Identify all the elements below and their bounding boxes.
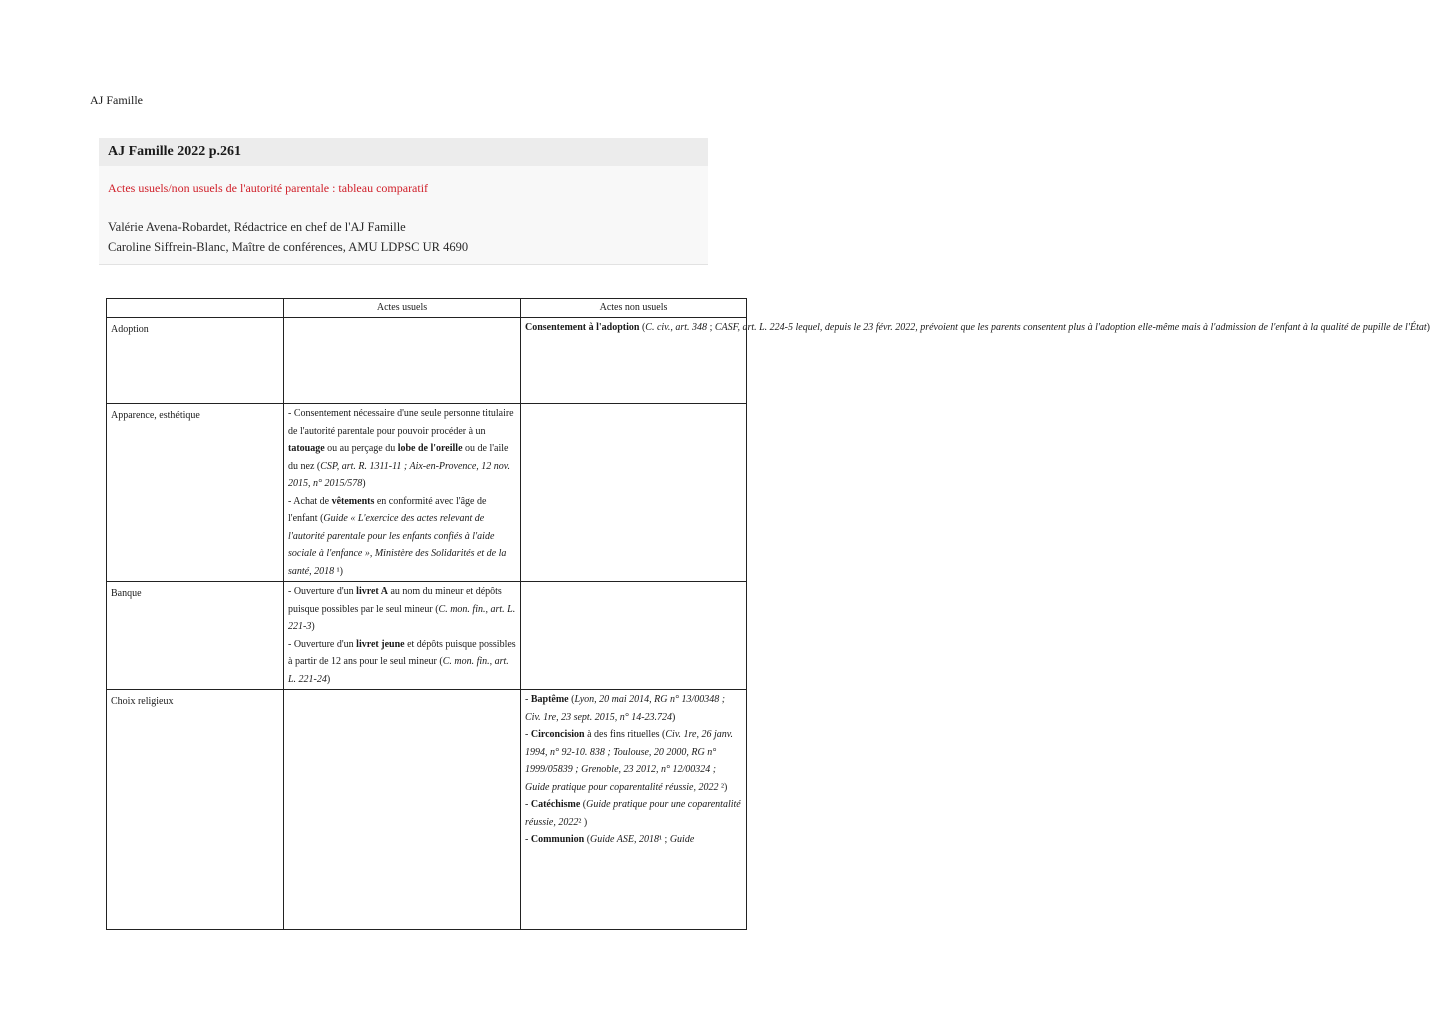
cell-paragraph bbox=[525, 796, 742, 831]
header-cell-category bbox=[107, 299, 284, 318]
cell-paragraph bbox=[525, 726, 742, 796]
cell-text: et dépôts puisque possibles à partir de 12 ans pour le seul mineur ( bbox=[288, 638, 516, 667]
cell-text: ) bbox=[672, 711, 676, 723]
author-line: Valérie Avena-Robardet, Rédactrice en chef de l'AJ Famille bbox=[108, 220, 406, 234]
citation-text: Guide pratique pour une coparentalité réussie, 2022 bbox=[525, 799, 741, 828]
cell-paragraph bbox=[288, 636, 516, 689]
cell-text: ( bbox=[584, 834, 591, 845]
row-category: Choix religieux bbox=[107, 690, 284, 930]
table-row bbox=[107, 318, 747, 404]
cell-text: ² ) bbox=[578, 816, 588, 828]
header-cell-actes-non-usuels: Actes non usuels bbox=[521, 299, 747, 318]
cell-text: ( bbox=[639, 322, 646, 333]
cell-text: ou au perçage du bbox=[324, 443, 398, 454]
row-category: Apparence, esthétique bbox=[107, 404, 284, 582]
cell-text: ¹) bbox=[334, 565, 343, 577]
article-reference: AJ Famille 2022 p.261 bbox=[99, 138, 708, 166]
cell-actes-usuels bbox=[284, 582, 521, 690]
citation-text: CSP, art. R. 1311-11 ; Aix-en-Provence, 12 nov. 2015, n° 2015/578 bbox=[288, 460, 510, 489]
cell-text: - Consentement nécessaire d'une seule personne titulaire de l'autorité parentale pour pouvoir procéder à un bbox=[288, 408, 514, 437]
keyword-text: livret jeune bbox=[356, 638, 405, 650]
citation-text: Guide bbox=[669, 834, 695, 845]
cell-actes-usuels bbox=[284, 404, 521, 582]
cell-text: - Ouverture d'un bbox=[288, 638, 357, 650]
cell-text: ( bbox=[568, 694, 575, 705]
citation-text: C. mon. fin., art. L. 221-24 bbox=[288, 656, 509, 685]
cell-text: au nom du mineur et dépôts puisque possibles par le seul mineur ( bbox=[288, 586, 502, 615]
cell-actes-non-usuels bbox=[521, 582, 747, 690]
cell-text: - bbox=[525, 834, 531, 845]
cell-text: - bbox=[525, 799, 531, 810]
keyword-text: Baptême bbox=[530, 694, 569, 705]
citation-text: CASF, art. L. 224-5 lequel, depuis le 23 févr. 2022, prévoient que les parents consentent plus à l'adoption elle-même mais à l'admission de l'enfant à la qualité de pupille de l'État bbox=[714, 322, 1427, 333]
comparison-table-viewport bbox=[106, 298, 1430, 904]
header-cell-actes-usuels: Actes usuels bbox=[284, 299, 521, 318]
cell-paragraph bbox=[288, 583, 516, 636]
cell-actes-usuels bbox=[284, 690, 521, 930]
keyword-text: livret A bbox=[356, 586, 388, 597]
cell-paragraph bbox=[525, 691, 742, 726]
article-subtitle: Actes usuels/non usuels de l'autorité parentale : tableau comparatif bbox=[108, 181, 429, 195]
table-row bbox=[107, 690, 747, 930]
cell-paragraph bbox=[525, 319, 1430, 337]
cell-text: ) bbox=[362, 478, 366, 489]
cell-text: - bbox=[525, 694, 531, 705]
cell-paragraph bbox=[525, 831, 742, 849]
cell-text: - bbox=[525, 729, 531, 740]
cell-actes-non-usuels bbox=[521, 690, 747, 930]
keyword-text: tatouage bbox=[288, 443, 325, 454]
citation-text: Civ. 1re, 26 janv. 1994, n° 92-10. 838 ; Toulouse, 20 2000, RG n° 1999/05839 ; Grenoble, 23 2012, n° 12/00324 ; Guide pratique pour coparentalité réussie, 2022 bbox=[525, 729, 733, 793]
cell-text: ( bbox=[580, 799, 587, 810]
keyword-text: Catéchisme bbox=[530, 799, 581, 810]
table-row bbox=[107, 582, 747, 690]
row-category: Banque bbox=[107, 582, 284, 690]
cell-actes-non-usuels bbox=[521, 318, 1430, 404]
keyword-text: Circoncision bbox=[530, 729, 585, 740]
citation-text: Guide ASE, 2018 bbox=[590, 834, 660, 845]
citation-text: C. mon. fin., art. L. 221-3 bbox=[288, 603, 516, 632]
table-row bbox=[107, 404, 747, 582]
comparison-table bbox=[106, 298, 1430, 930]
cell-text: ) bbox=[326, 673, 331, 685]
article-header-card bbox=[99, 138, 708, 265]
keyword-text: lobe de l'oreille bbox=[397, 443, 463, 454]
table-header-row bbox=[107, 299, 747, 318]
keyword-text: Communion bbox=[530, 834, 585, 845]
cell-text: à des fins rituelles ( bbox=[584, 729, 666, 740]
citation-text: Guide « L'exercice des actes relevant de l'autorité parentale pour les enfants confiés à l'aide sociale à l'enfance », Ministère des Solidarités et de la santé, 2018 bbox=[288, 513, 507, 577]
cell-paragraph bbox=[288, 493, 516, 581]
row-category: Adoption bbox=[107, 318, 284, 404]
citation-text: Lyon, 20 mai 2014, RG n° 13/00348 ; Civ. 1re, 23 sept. 2015, n° 14-23.724 bbox=[525, 694, 726, 723]
keyword-text: Consentement à l'adoption bbox=[525, 322, 640, 333]
cell-text: - Ouverture d'un bbox=[288, 586, 357, 597]
citation-text: C. civ., art. 348 bbox=[645, 322, 708, 333]
cell-text: - Achat de bbox=[288, 495, 332, 507]
cell-text: ¹ ; bbox=[659, 834, 670, 845]
journal-label: AJ Famille bbox=[90, 93, 143, 107]
cell-text: ) bbox=[1426, 322, 1430, 333]
cell-text: ; bbox=[707, 322, 715, 333]
cell-text: ²) bbox=[718, 781, 728, 793]
author-line: Caroline Siffrein-Blanc, Maître de conférences, AMU LDPSC UR 4690 bbox=[108, 240, 469, 254]
cell-text: ) bbox=[311, 621, 315, 632]
cell-text: ou de l'aile du nez ( bbox=[288, 443, 509, 472]
cell-actes-non-usuels bbox=[521, 404, 747, 582]
cell-paragraph bbox=[288, 405, 516, 493]
keyword-text: vêtements bbox=[331, 495, 375, 507]
cell-text: en conformité avec l'âge de l'enfant ( bbox=[288, 495, 487, 524]
cell-actes-usuels bbox=[284, 318, 521, 404]
